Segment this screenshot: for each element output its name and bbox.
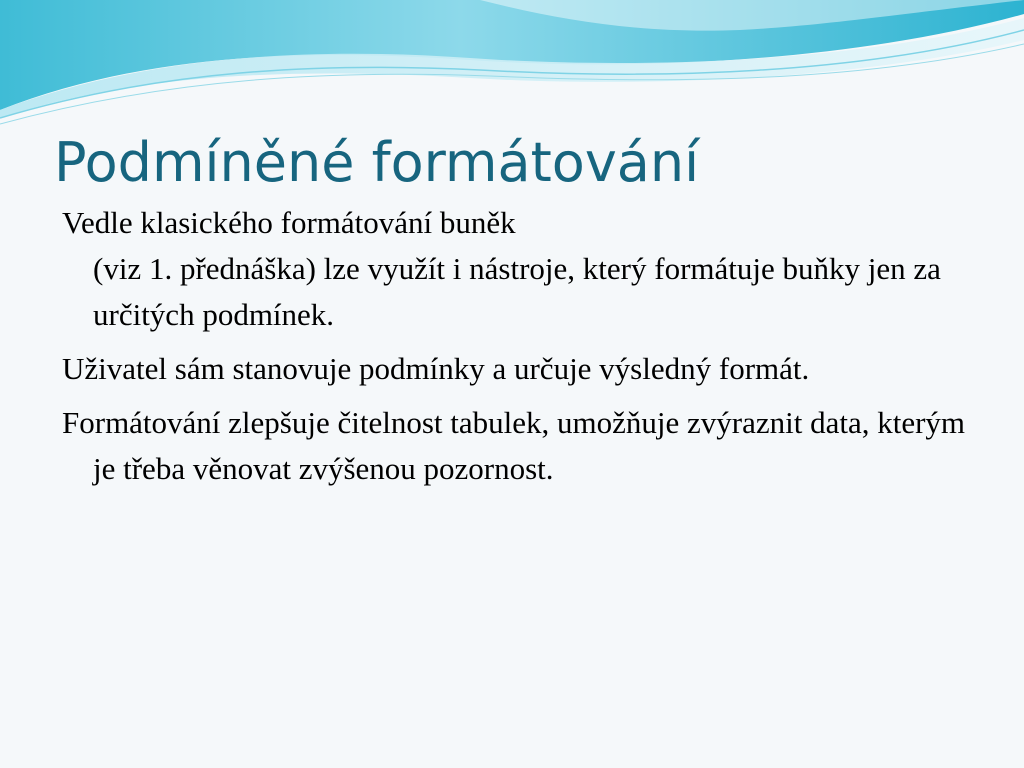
- bullet-item: [62, 200, 992, 338]
- bullet-text: Formátování zlepšuje čitelnost tabulek, umožňuje zvýraznit data, kterým je třeba věnovat zvýšenou pozornost.: [62, 405, 966, 486]
- bullet-text: Uživatel sám stanovuje podmínky a určuje výsledný formát.: [62, 351, 810, 386]
- slide-title: Podmíněné formátování: [54, 131, 700, 194]
- bullet-item: [62, 346, 992, 392]
- header-wave-decoration: [0, 0, 1024, 130]
- bullet-item: [62, 400, 992, 492]
- bullet-list: [62, 200, 992, 500]
- bullet-text-lead: Vedle klasického formátování buněk: [62, 205, 516, 240]
- bullet-text-rest: (viz 1. přednáška) lze využít i nástroje, který formátuje buňky jen za určitých podmínek.: [93, 251, 941, 332]
